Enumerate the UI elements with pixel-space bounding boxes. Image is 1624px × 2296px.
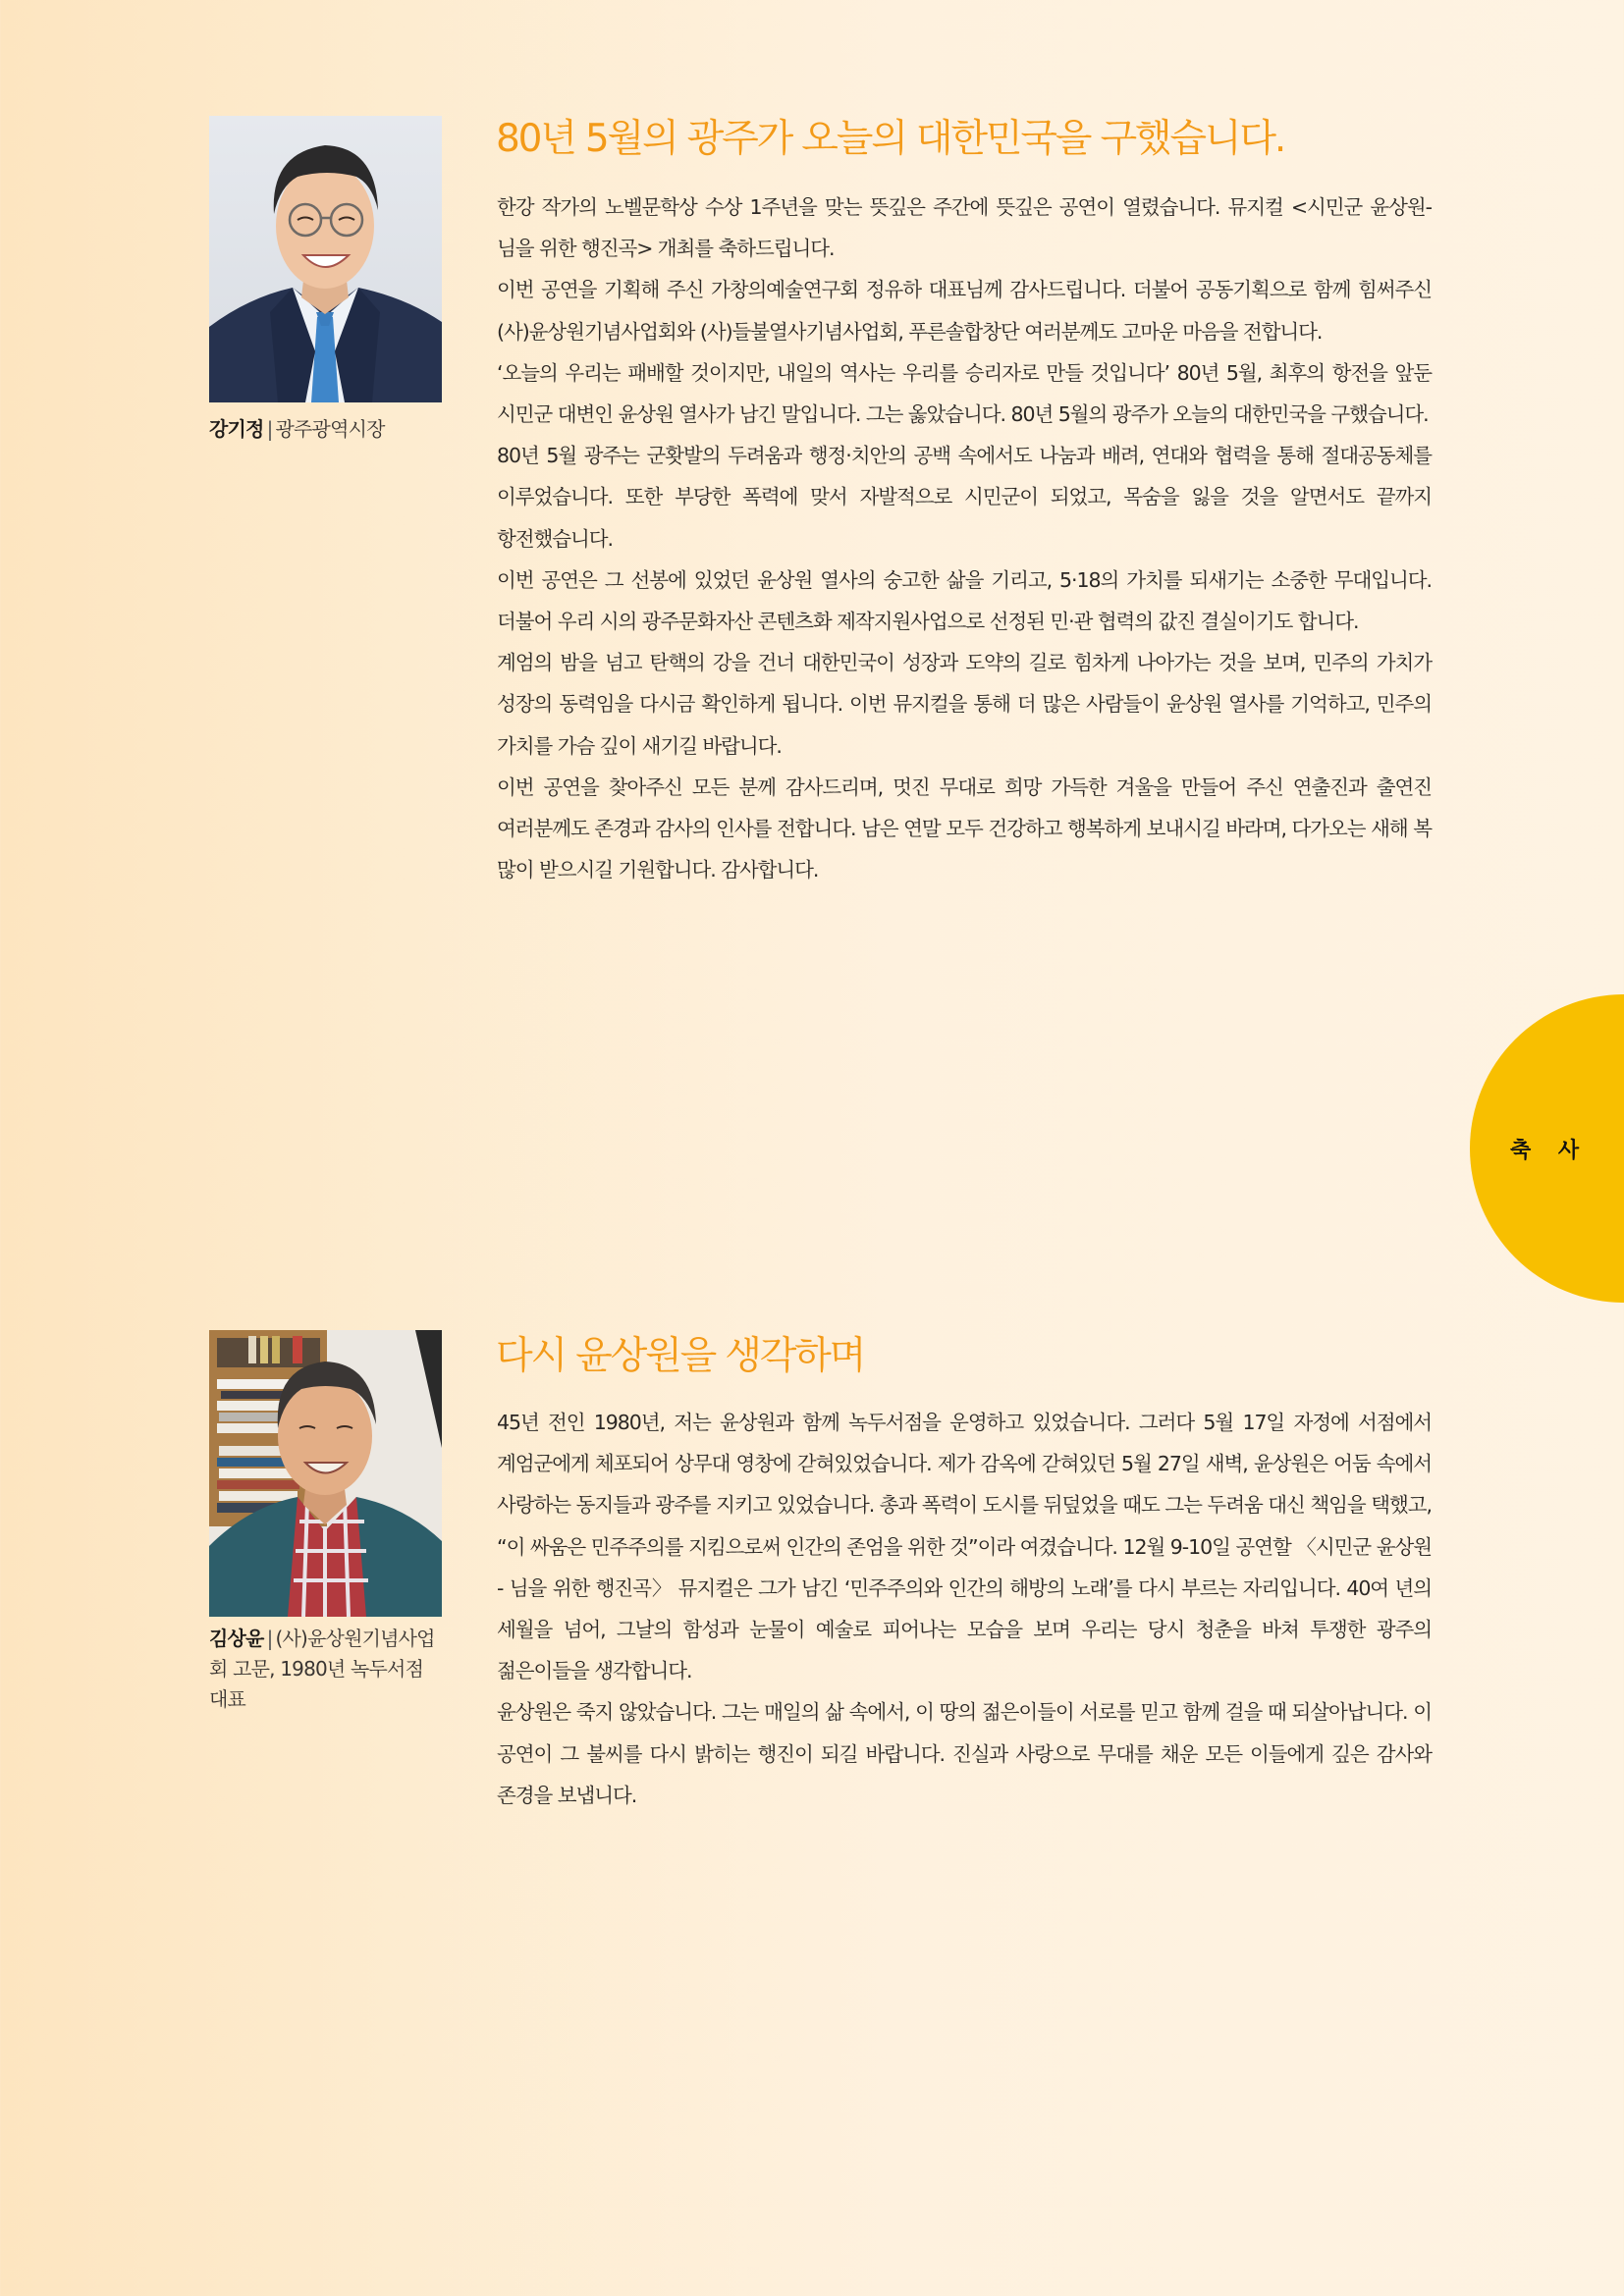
paragraph: 80년 5월 광주는 군홧발의 두려움과 행정·치안의 공백 속에서도 나눔과 배려, 연대와 협력을 통해 절대공동체를 이루었습니다. 또한 부당한 폭력에 맞서 자발적으로 시민군이 되었고, 목숨을 잃을 것을 알면서도 끝까지 항전했습니다. (497, 444, 1432, 551)
author-photo-kang (209, 116, 442, 402)
paragraph: 계엄의 밤을 넘고 탄핵의 강을 건너 대한민국이 성장과 도약의 길로 힘차게 나아가는 것을 보며, 민주의 가치가 성장의 동력임을 다시금 확인하게 됩니다. 이번 뮤지컬을 통해 더 많은 사람들이 윤상원 열사를 기억하고, 민주의 가치를 가슴 깊이 새기길 바랍니다. (497, 651, 1432, 758)
portrait-image (209, 1330, 442, 1617)
paragraph: 윤상원은 죽지 않았습니다. 그는 매일의 삶 속에서, 이 땅의 젊은이들이 서로를 믿고 함께 걸을 때 되살아납니다. 이 공연이 그 불씨를 다시 밝히는 행진이 되길 바랍니다. 진실과 사랑으로 무대를 채운 모든 이들에게 깊은 감사와 존경을 보냅니다. (497, 1700, 1432, 1807)
author-name: 김상윤 (209, 1627, 264, 1650)
portrait-image (209, 116, 442, 402)
paragraph: 이번 공연을 찾아주신 모든 분께 감사드리며, 멋진 무대로 희망 가득한 겨울을 만들어 주신 연출진과 출연진 여러분께도 존경과 감사의 인사를 전합니다. 남은 연말 모두 건강하고 행복하게 보내시길 바라며, 다가오는 새해 복 많이 받으시길 기원합니다. 감사합니다. (497, 774, 1432, 882)
paragraph: ‘오늘의 우리는 패배할 것이지만, 내일의 역사는 우리를 승리자로 만들 것입니다’ 80년 5월, 최후의 항전을 앞둔 시민군 대변인 윤상원 열사가 남긴 말입니다. 그는 옳았습니다. 80년 5월의 광주가 오늘의 대한민국을 구했습니다. (497, 360, 1432, 427)
author-name: 강기정 (209, 417, 264, 441)
author-role: 광주광역시장 (275, 417, 385, 441)
author-role: (사)윤상원기념사업회 고문, 1980년 녹두서점 대표 (209, 1627, 435, 1711)
caption-separator: | (266, 1627, 273, 1650)
author-caption (209, 1624, 445, 1715)
paragraph: 이번 공연을 기획해 주신 가창의예술연구회 정유하 대표님께 감사드립니다. 더불어 공동기획으로 함께 힘써주신 (사)윤상원기념사업회와 (사)들불열사기념사업회, 푸른솔합창단 여러분께도 고마운 마음을 전합니다. (497, 278, 1432, 344)
paragraph: 45년 전인 1980년, 저는 윤상원과 함께 녹두서점을 운영하고 있었습니다. 그러다 5월 17일 자정에 서점에서 계엄군에게 체포되어 상무대 영창에 갇혀있었습니다. 제가 감옥에 갇혀있던 5월 27일 새벽, 윤상원은 어둠 속에서 사랑하는 동지들과 광주를 지키고 있었습니다. 총과 폭력이 도시를 뒤덮었을 때도 그는 두려움 대신 책임을 택했고, “이 싸움은 민주주의를 지킴으로써 인간의 존엄을 위한 것”이라 여겼습니다. 12월 9-10일 공연할 〈시민군 윤상원 - 님을 위한 행진곡〉 뮤지컬은 그가 남긴 ‘민주주의와 인간의 해방의 노래’를 다시 부르는 자리입니다. 40여 년의 세월을 넘어, 그날의 함성과 눈물이 예술로 피어나는 모습을 보며 우리는 당시 청춘을 바쳐 투쟁한 광주의 젊은이들을 생각합니다. (497, 1411, 1432, 1683)
caption-separator: | (266, 417, 273, 441)
author-caption (209, 414, 445, 445)
article-title: 다시 윤상원을 생각하며 (496, 1334, 865, 1378)
paragraph: 한강 작가의 노벨문학상 수상 1주년을 맞는 뜻깊은 주간에 뜻깊은 공연이 열렸습니다. 뮤지컬 <시민군 윤상원-님을 위한 행진곡> 개최를 축하드립니다. (497, 195, 1432, 261)
section-tab-label: 축 사 (1510, 1139, 1590, 1163)
author-photo-kim (209, 1330, 442, 1617)
paragraph: 이번 공연은 그 선봉에 있었던 윤상원 열사의 숭고한 삶을 기리고, 5·18의 가치를 되새기는 소중한 무대입니다. 더불어 우리 시의 광주문화자산 콘텐츠화 제작지원사업으로 선정된 민·관 협력의 값진 결실이기도 합니다. (497, 567, 1432, 634)
article-body (497, 1402, 1432, 1816)
article-body (497, 187, 1432, 890)
article-title: 80년 5월의 광주가 오늘의 대한민국을 구했습니다. (496, 117, 1285, 161)
